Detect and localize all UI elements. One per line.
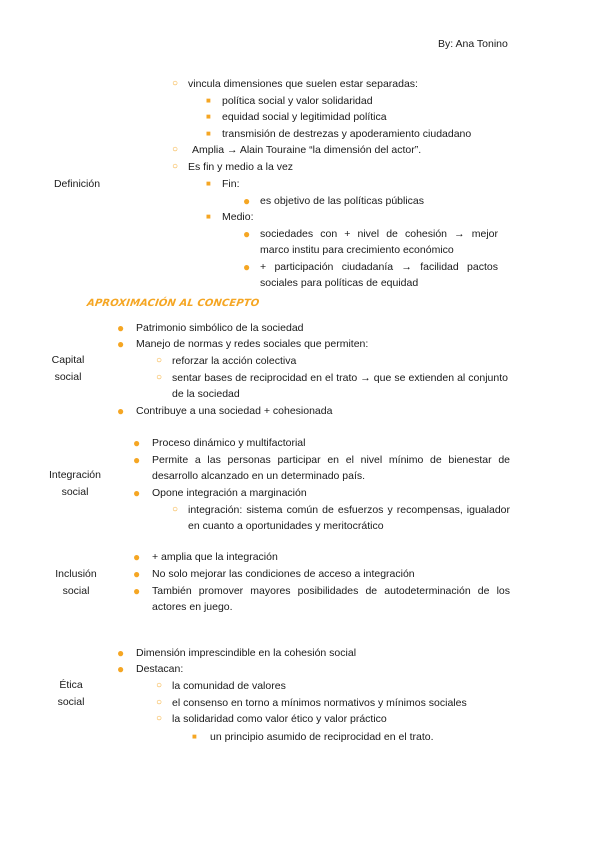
hollow-circle-icon: ○ bbox=[156, 355, 163, 366]
list-item: + amplia que la integración bbox=[152, 551, 278, 563]
list-item: reforzar la acción colectiva bbox=[172, 355, 297, 367]
filled-circle-icon: ● bbox=[117, 404, 125, 418]
list-item: vincula dimensiones que suelen estar separadas: bbox=[188, 78, 418, 90]
filled-circle-icon: ● bbox=[133, 486, 141, 500]
list-item: Opone integración a marginación bbox=[152, 487, 307, 499]
hollow-circle-icon: ○ bbox=[172, 161, 179, 172]
filled-circle-icon: ● bbox=[117, 646, 125, 660]
filled-circle-icon: ● bbox=[117, 321, 125, 335]
square-bullet-icon: ■ bbox=[206, 212, 211, 221]
list-item: es objetivo de las políticas públicas bbox=[260, 195, 425, 207]
integracion-label bbox=[44, 467, 106, 501]
capital-label bbox=[48, 352, 88, 386]
capital-label-line2: social bbox=[54, 371, 82, 383]
filled-circle-icon: ● bbox=[117, 337, 125, 351]
list-item: También promover mayores posibilidades de autodeterminación de los actores en juego. bbox=[152, 585, 510, 613]
filled-circle-icon: ● bbox=[117, 662, 125, 676]
square-bullet-icon: ■ bbox=[206, 112, 211, 121]
list-item: + participación ciudadanía → facilidad pactos sociales para políticas de equidad bbox=[260, 261, 498, 289]
hollow-circle-icon: ○ bbox=[156, 372, 163, 383]
list-item: Destacan: bbox=[136, 663, 184, 675]
list-item: Manejo de normas y redes sociales que permiten: bbox=[136, 338, 369, 350]
filled-circle-icon: ● bbox=[133, 567, 141, 581]
inclusion-label bbox=[48, 566, 104, 600]
list-item: un principio asumido de reciprocidad en el trato. bbox=[210, 731, 434, 743]
integracion-label-line1: Integración bbox=[49, 469, 101, 481]
list-item: Amplia → Alain Touraine “la dimensión del actor”. bbox=[192, 144, 422, 156]
etica-label-line1: Ética bbox=[59, 679, 83, 691]
etica-label-line2: social bbox=[57, 696, 85, 708]
author-credit: By: Ana Tonino bbox=[438, 38, 508, 50]
list-item: Es fin y medio a la vez bbox=[188, 161, 294, 173]
capital-label-line1: Capital bbox=[51, 354, 85, 366]
filled-circle-icon: ● bbox=[243, 260, 251, 274]
list-item: No solo mejorar las condiciones de acceso a integración bbox=[152, 568, 415, 580]
list-item: integración: sistema común de esfuerzos y recompensas, igualador en cuanto a oportunidades y meritocrático bbox=[188, 504, 510, 532]
square-bullet-icon: ■ bbox=[206, 129, 211, 138]
list-item: Patrimonio simbólico de la sociedad bbox=[136, 322, 304, 334]
list-item: la solidaridad como valor ético y valor práctico bbox=[172, 713, 387, 725]
list-item: Medio: bbox=[222, 211, 254, 223]
hollow-circle-icon: ○ bbox=[156, 680, 163, 691]
filled-circle-icon: ● bbox=[133, 436, 141, 450]
square-bullet-icon: ■ bbox=[206, 96, 211, 105]
square-bullet-icon: ■ bbox=[192, 732, 197, 741]
inclusion-label-line1: Inclusión bbox=[55, 568, 97, 580]
hollow-circle-icon: ○ bbox=[156, 713, 163, 724]
filled-circle-icon: ● bbox=[243, 227, 251, 241]
list-item: equidad social y legitimidad política bbox=[222, 111, 387, 123]
list-item: Fin: bbox=[222, 178, 240, 190]
filled-circle-icon: ● bbox=[133, 453, 141, 467]
filled-circle-icon: ● bbox=[243, 194, 251, 208]
filled-circle-icon: ● bbox=[133, 550, 141, 564]
list-item: la comunidad de valores bbox=[172, 680, 286, 692]
square-bullet-icon: ■ bbox=[206, 179, 211, 188]
hollow-circle-icon: ○ bbox=[156, 697, 163, 708]
integracion-label-line2: social bbox=[61, 486, 89, 498]
etica-label bbox=[50, 677, 92, 711]
hollow-circle-icon: ○ bbox=[172, 144, 179, 155]
list-item: transmisión de destrezas y apoderamiento ciudadano bbox=[222, 128, 472, 140]
definicion-label: Definición bbox=[53, 178, 101, 190]
hollow-circle-icon: ○ bbox=[172, 78, 179, 89]
list-item: política social y valor solidaridad bbox=[222, 95, 373, 107]
list-item: Dimensión imprescindible en la cohesión social bbox=[136, 647, 357, 659]
inclusion-label-line2: social bbox=[62, 585, 90, 597]
list-item: Proceso dinámico y multifactorial bbox=[152, 437, 306, 449]
list-item: Permite a las personas participar en el nivel mínimo de bienestar de desarrollo alcanzado en un determinado país. bbox=[152, 454, 510, 482]
list-item: sentar bases de reciprocidad en el trato → que se extienden al conjunto de la sociedad bbox=[172, 372, 508, 400]
hollow-circle-icon: ○ bbox=[172, 504, 179, 515]
section-heading: APROXIMACIÓN AL CONCEPTO bbox=[86, 298, 260, 309]
list-item: el consenso en torno a mínimos normativos y mínimos sociales bbox=[172, 697, 467, 709]
list-item: Contribuye a una sociedad + cohesionada bbox=[136, 405, 333, 417]
filled-circle-icon: ● bbox=[133, 584, 141, 598]
list-item: sociedades con + nivel de cohesión → mejor marco institu para crecimiento económico bbox=[260, 228, 498, 256]
